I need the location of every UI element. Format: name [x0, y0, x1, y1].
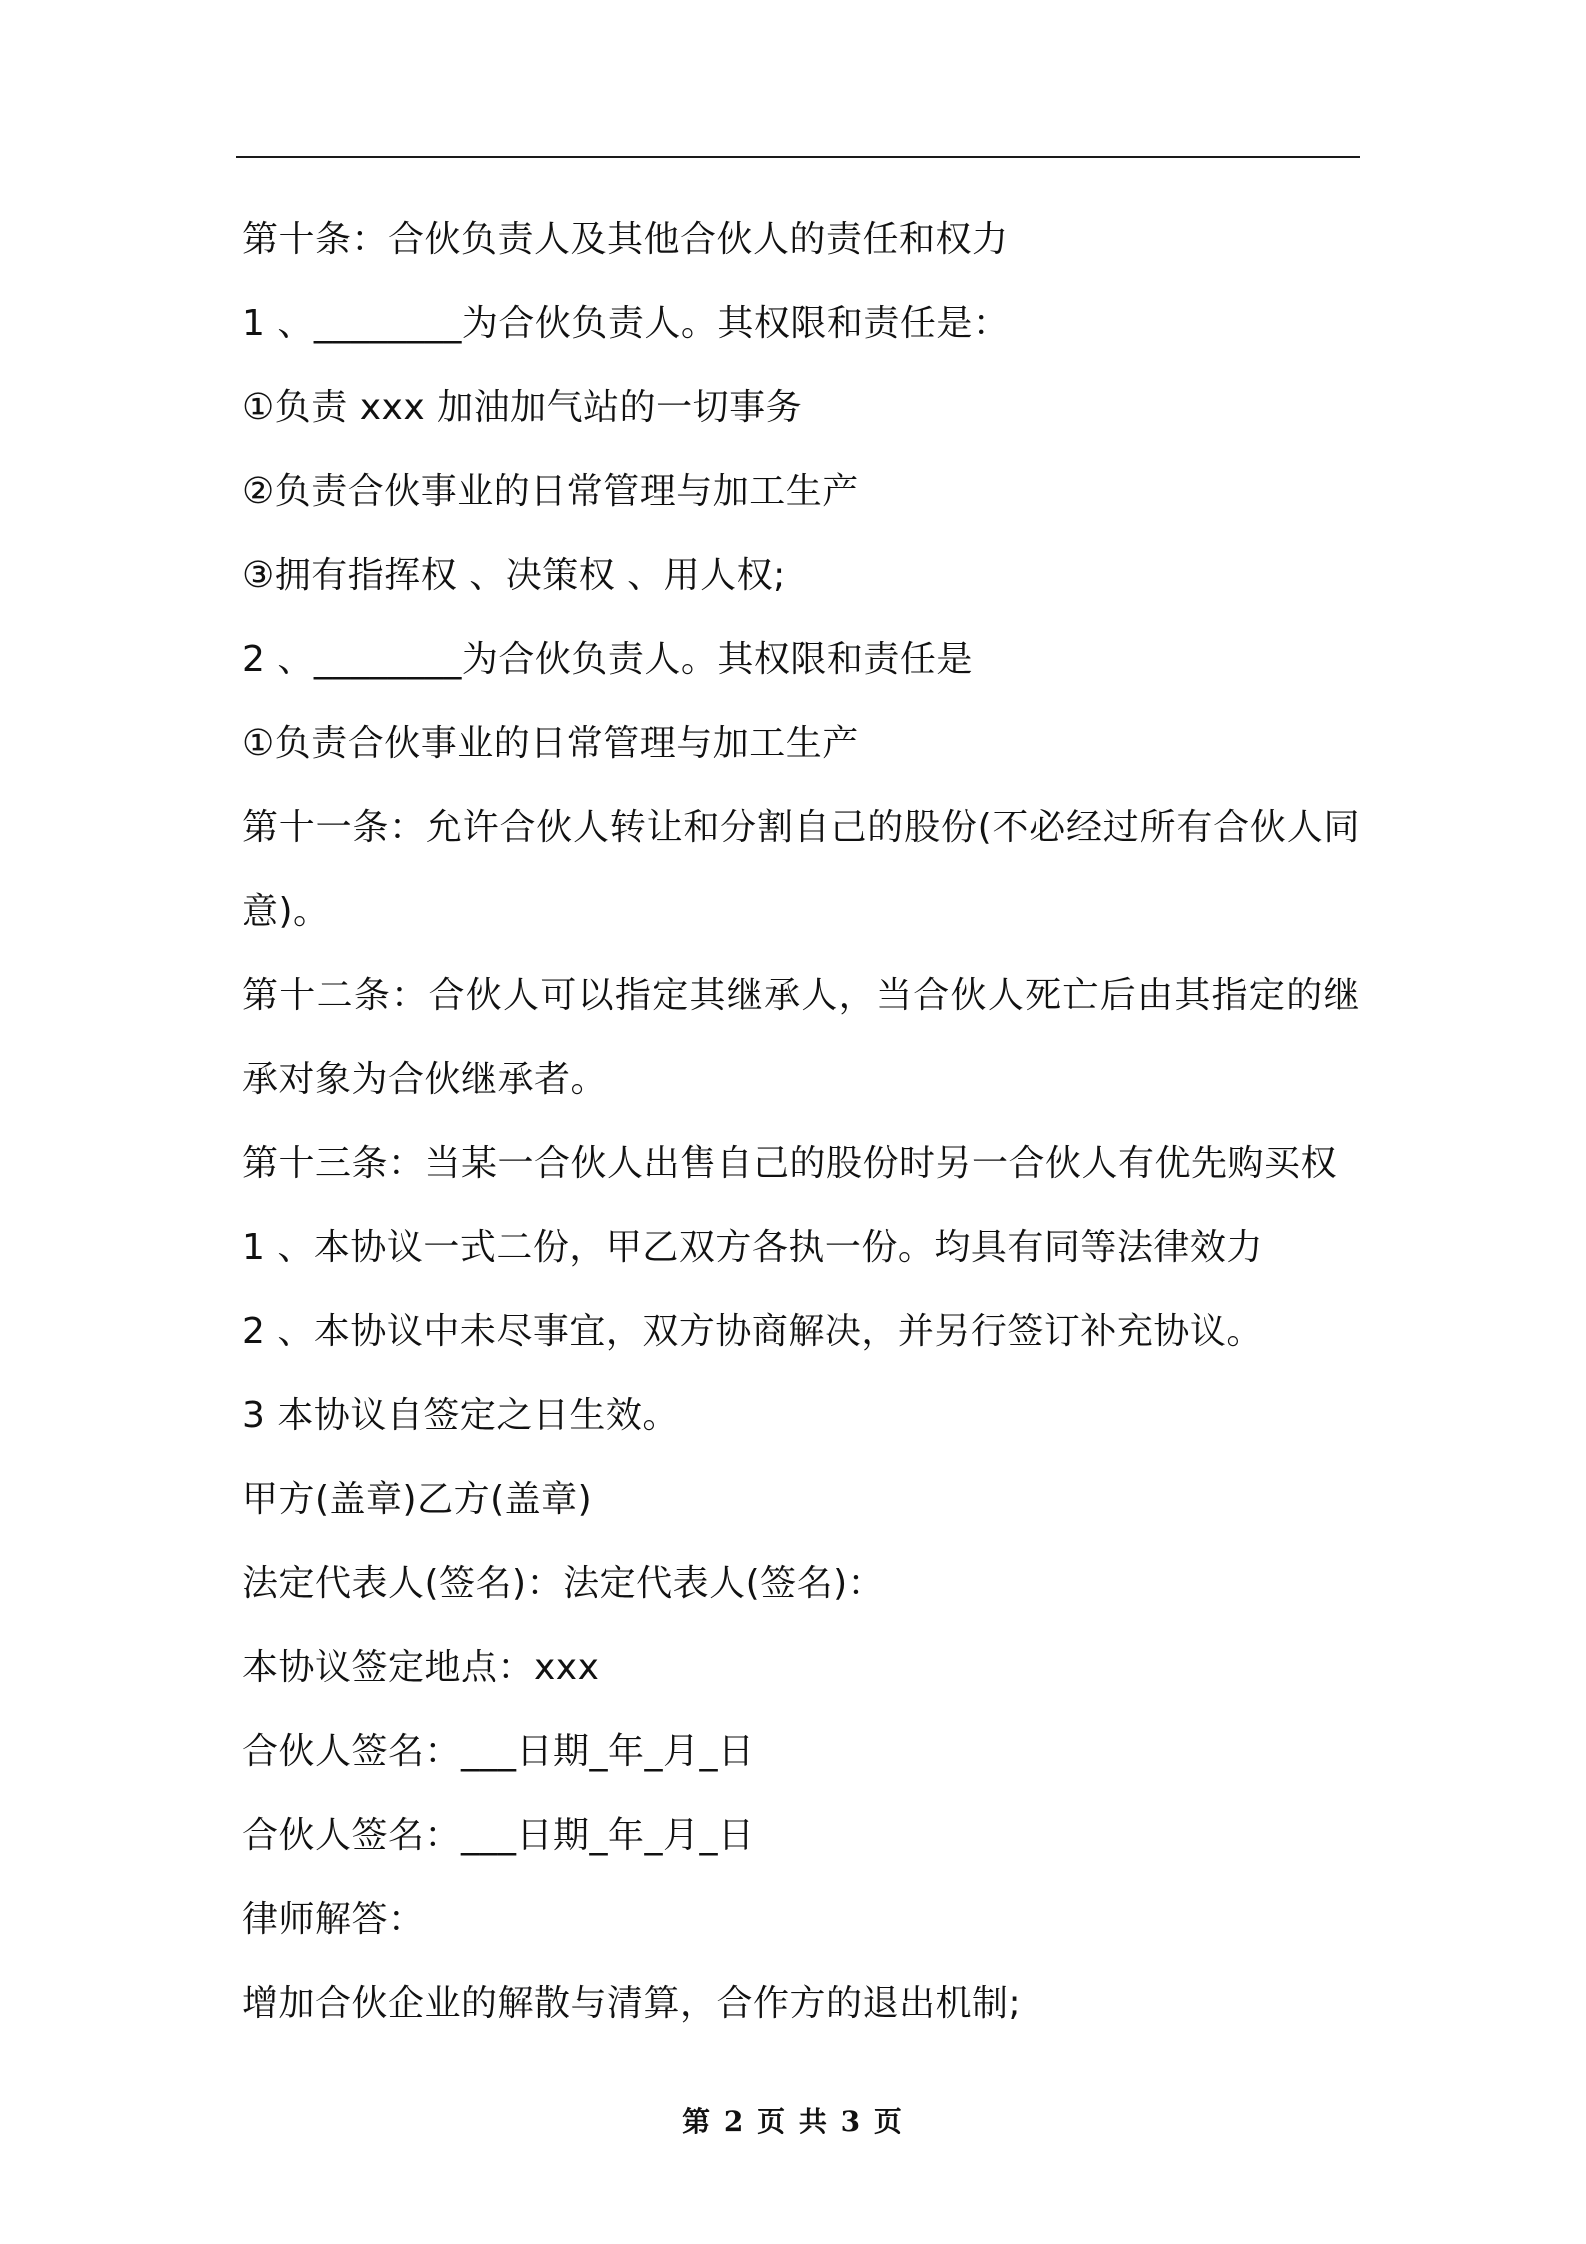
partner-signature-line: 合伙人签名：___日期_年_月_日	[242, 1815, 755, 1856]
page-number: 第 2 页 共 3 页	[682, 2105, 904, 2138]
responsible-partner-2: 2 、________为合伙负责人。其权限和责任是	[242, 639, 973, 680]
header-rule	[236, 156, 1360, 158]
duty-item: ②负责合伙事业的日常管理与加工生产	[242, 471, 859, 512]
signing-location: 本协议签定地点：xxx	[242, 1647, 600, 1688]
clause-11: 第十一条：允许合伙人转让和分割自己的股份(不必经过所有合伙人同意)。	[242, 807, 1360, 932]
partner-signature-line: 合伙人签名：___日期_年_月_日	[242, 1731, 755, 1772]
lawyer-answer-text: 增加合伙企业的解散与清算，合作方的退出机制;	[242, 1983, 1022, 2024]
duty-item: ①负责 xxx 加油加气站的一切事务	[242, 387, 803, 428]
agreement-term-3: 3 本协议自签定之日生效。	[242, 1395, 679, 1436]
clause-13: 第十三条：当某一合伙人出售自己的股份时另一合伙人有优先购买权	[242, 1143, 1338, 1184]
agreement-term-1: 1 、本协议一式二份，甲乙双方各执一份。均具有同等法律效力	[242, 1227, 1263, 1268]
representative-signature-line: 法定代表人(签名)：法定代表人(签名)：	[242, 1563, 885, 1604]
document-body	[242, 198, 1360, 2046]
responsible-partner-1: 1 、________为合伙负责人。其权限和责任是：	[242, 303, 1010, 344]
clause-12: 第十二条：合伙人可以指定其继承人，当合伙人死亡后由其指定的继承对象为合伙继承者。	[242, 975, 1360, 1100]
duty-item: ③拥有指挥权 、决策权 、用人权;	[242, 555, 786, 596]
duty-item: ①负责合伙事业的日常管理与加工生产	[242, 723, 859, 764]
clause-10-heading: 第十条：合伙负责人及其他合伙人的责任和权力	[242, 219, 1009, 260]
lawyer-answer-heading: 律师解答：	[242, 1899, 425, 1940]
agreement-term-2: 2 、本协议中未尽事宜，双方协商解决，并另行签订补充协议。	[242, 1311, 1263, 1352]
party-seal-line: 甲方(盖章)乙方(盖章)	[242, 1479, 593, 1520]
